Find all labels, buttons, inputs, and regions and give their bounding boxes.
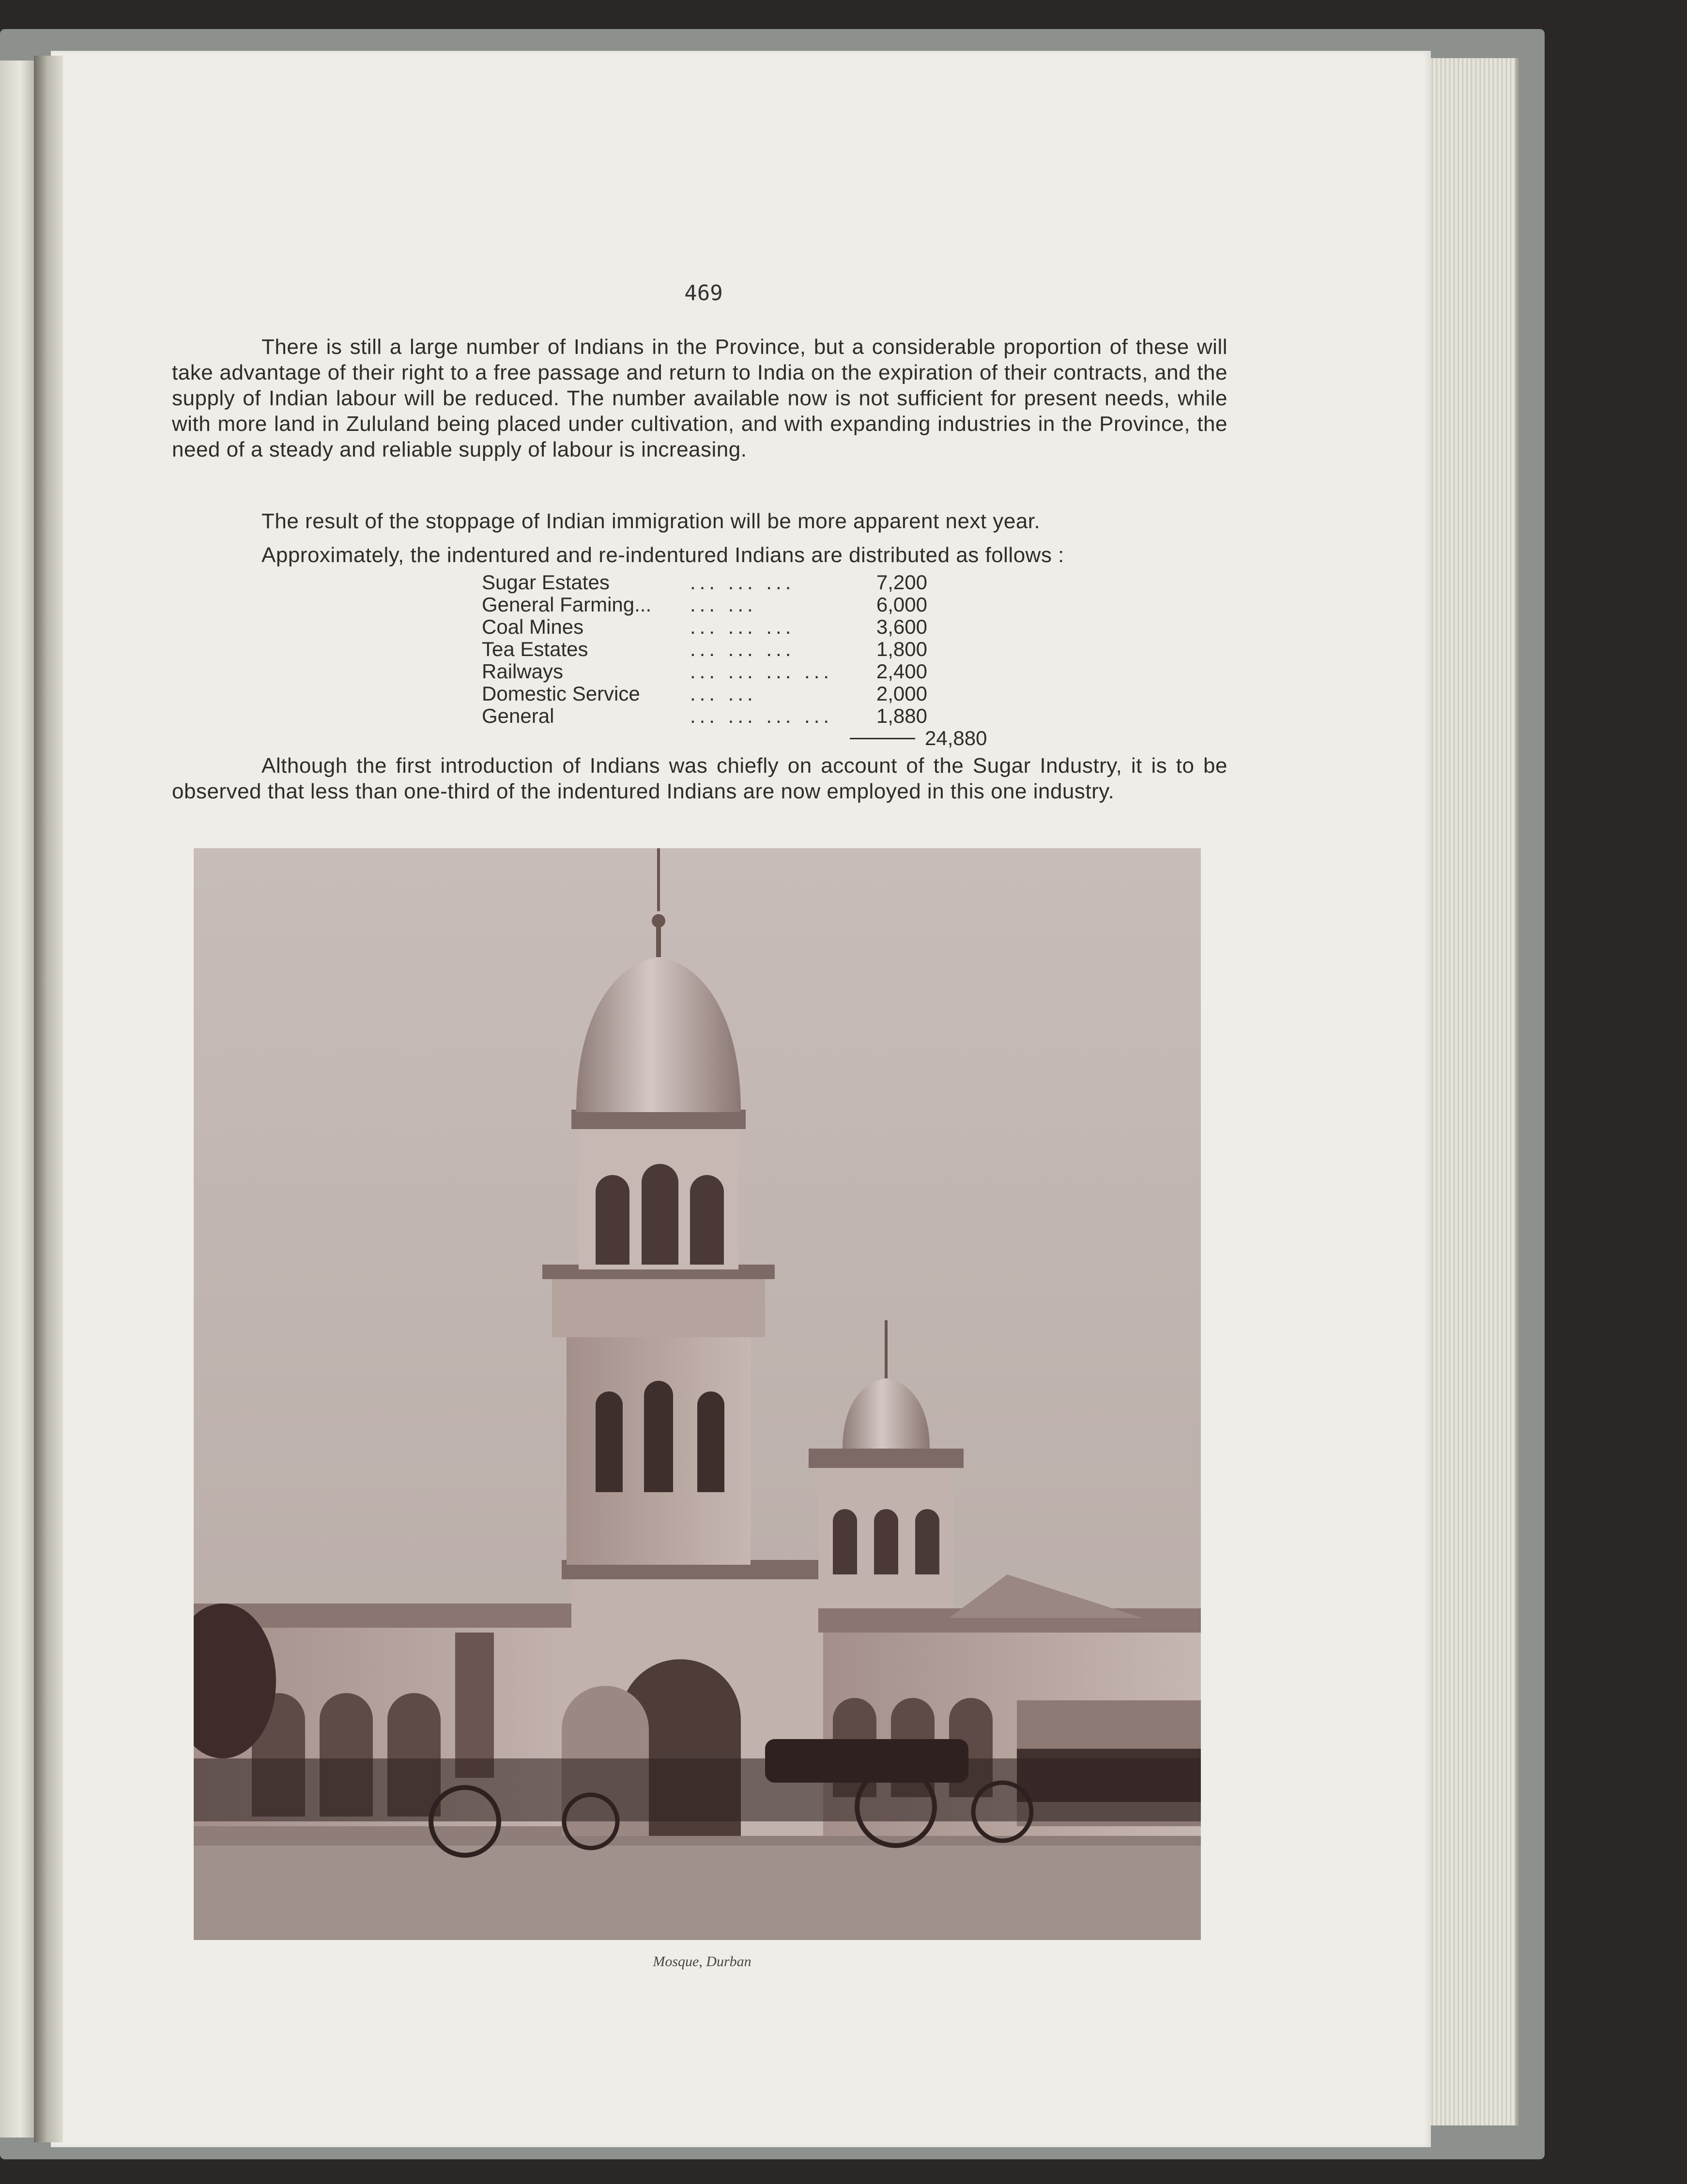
row-category: Tea Estates (482, 638, 588, 660)
book-gutter (34, 56, 63, 2142)
table-row (482, 705, 1014, 727)
table-total: 24,880 (925, 727, 987, 749)
row-category: General Farming... (482, 593, 652, 616)
paragraph-1-text: There is still a large number of Indians in the Province, but a considerable proportion of these will take advantage of their right to a free passage and return to India on the expiration of their contracts, and the supply of Indian labour will be reduced. The number available now is not sufficient for present needs, while with more land in Zululand being placed under cultivation, and with expanding industries in the Province, the need of a steady and reliable supply of labour is increasing. (172, 335, 1227, 461)
row-leader-dots: ... ... ... (690, 638, 795, 660)
total-rule (850, 738, 915, 749)
mosque-photograph (194, 848, 1201, 1940)
table-row (482, 616, 1014, 638)
row-leader-dots: ... ... (690, 682, 757, 705)
paragraph-3 (172, 542, 1227, 568)
photo-caption: Mosque, Durban (653, 1954, 751, 1970)
paragraph-1 (172, 334, 1227, 462)
paragraph-2-text: The result of the stoppage of Indian immigration will be more apparent next year. (261, 509, 1041, 533)
table-row (482, 594, 1014, 616)
table-row (482, 660, 1014, 683)
row-category: Railways (482, 660, 564, 683)
row-value: 2,400 (876, 660, 927, 683)
paragraph-2 (172, 508, 1227, 534)
row-value: 2,000 (876, 682, 927, 705)
row-value: 3,600 (876, 615, 927, 638)
row-leader-dots: ... ... ... (690, 615, 795, 638)
paragraph-3-text: Approximately, the indentured and re-indentured Indians are distributed as follows : (261, 543, 1064, 567)
row-value: 1,880 (876, 704, 927, 727)
paragraph-4-text: Although the first introduction of Indians was chiefly on account of the Sugar Industry, it is to be observed that less than one-third of the indentured Indians are now employed in this one industry. (172, 754, 1227, 803)
table-row (482, 683, 1014, 705)
row-value: 1,800 (876, 638, 927, 660)
left-page-edge (0, 61, 34, 2138)
row-leader-dots: ... ... (690, 593, 757, 616)
table-row (482, 638, 1014, 660)
distribution-table (482, 571, 1014, 749)
table-total-row (482, 727, 1014, 749)
row-category: General (482, 704, 554, 727)
row-value: 6,000 (876, 593, 927, 616)
row-leader-dots: ... ... ... (690, 571, 795, 594)
row-category: Coal Mines (482, 615, 584, 638)
row-leader-dots: ... ... ... ... (690, 660, 833, 683)
mosque-photo-illustration (194, 848, 1201, 1940)
paragraph-4 (172, 753, 1227, 804)
row-category: Sugar Estates (482, 571, 610, 594)
table-row (482, 571, 1014, 594)
row-leader-dots: ... ... ... ... (690, 704, 833, 727)
page-number: 469 (684, 281, 723, 305)
row-value: 7,200 (876, 571, 927, 594)
row-category: Domestic Service (482, 682, 640, 705)
